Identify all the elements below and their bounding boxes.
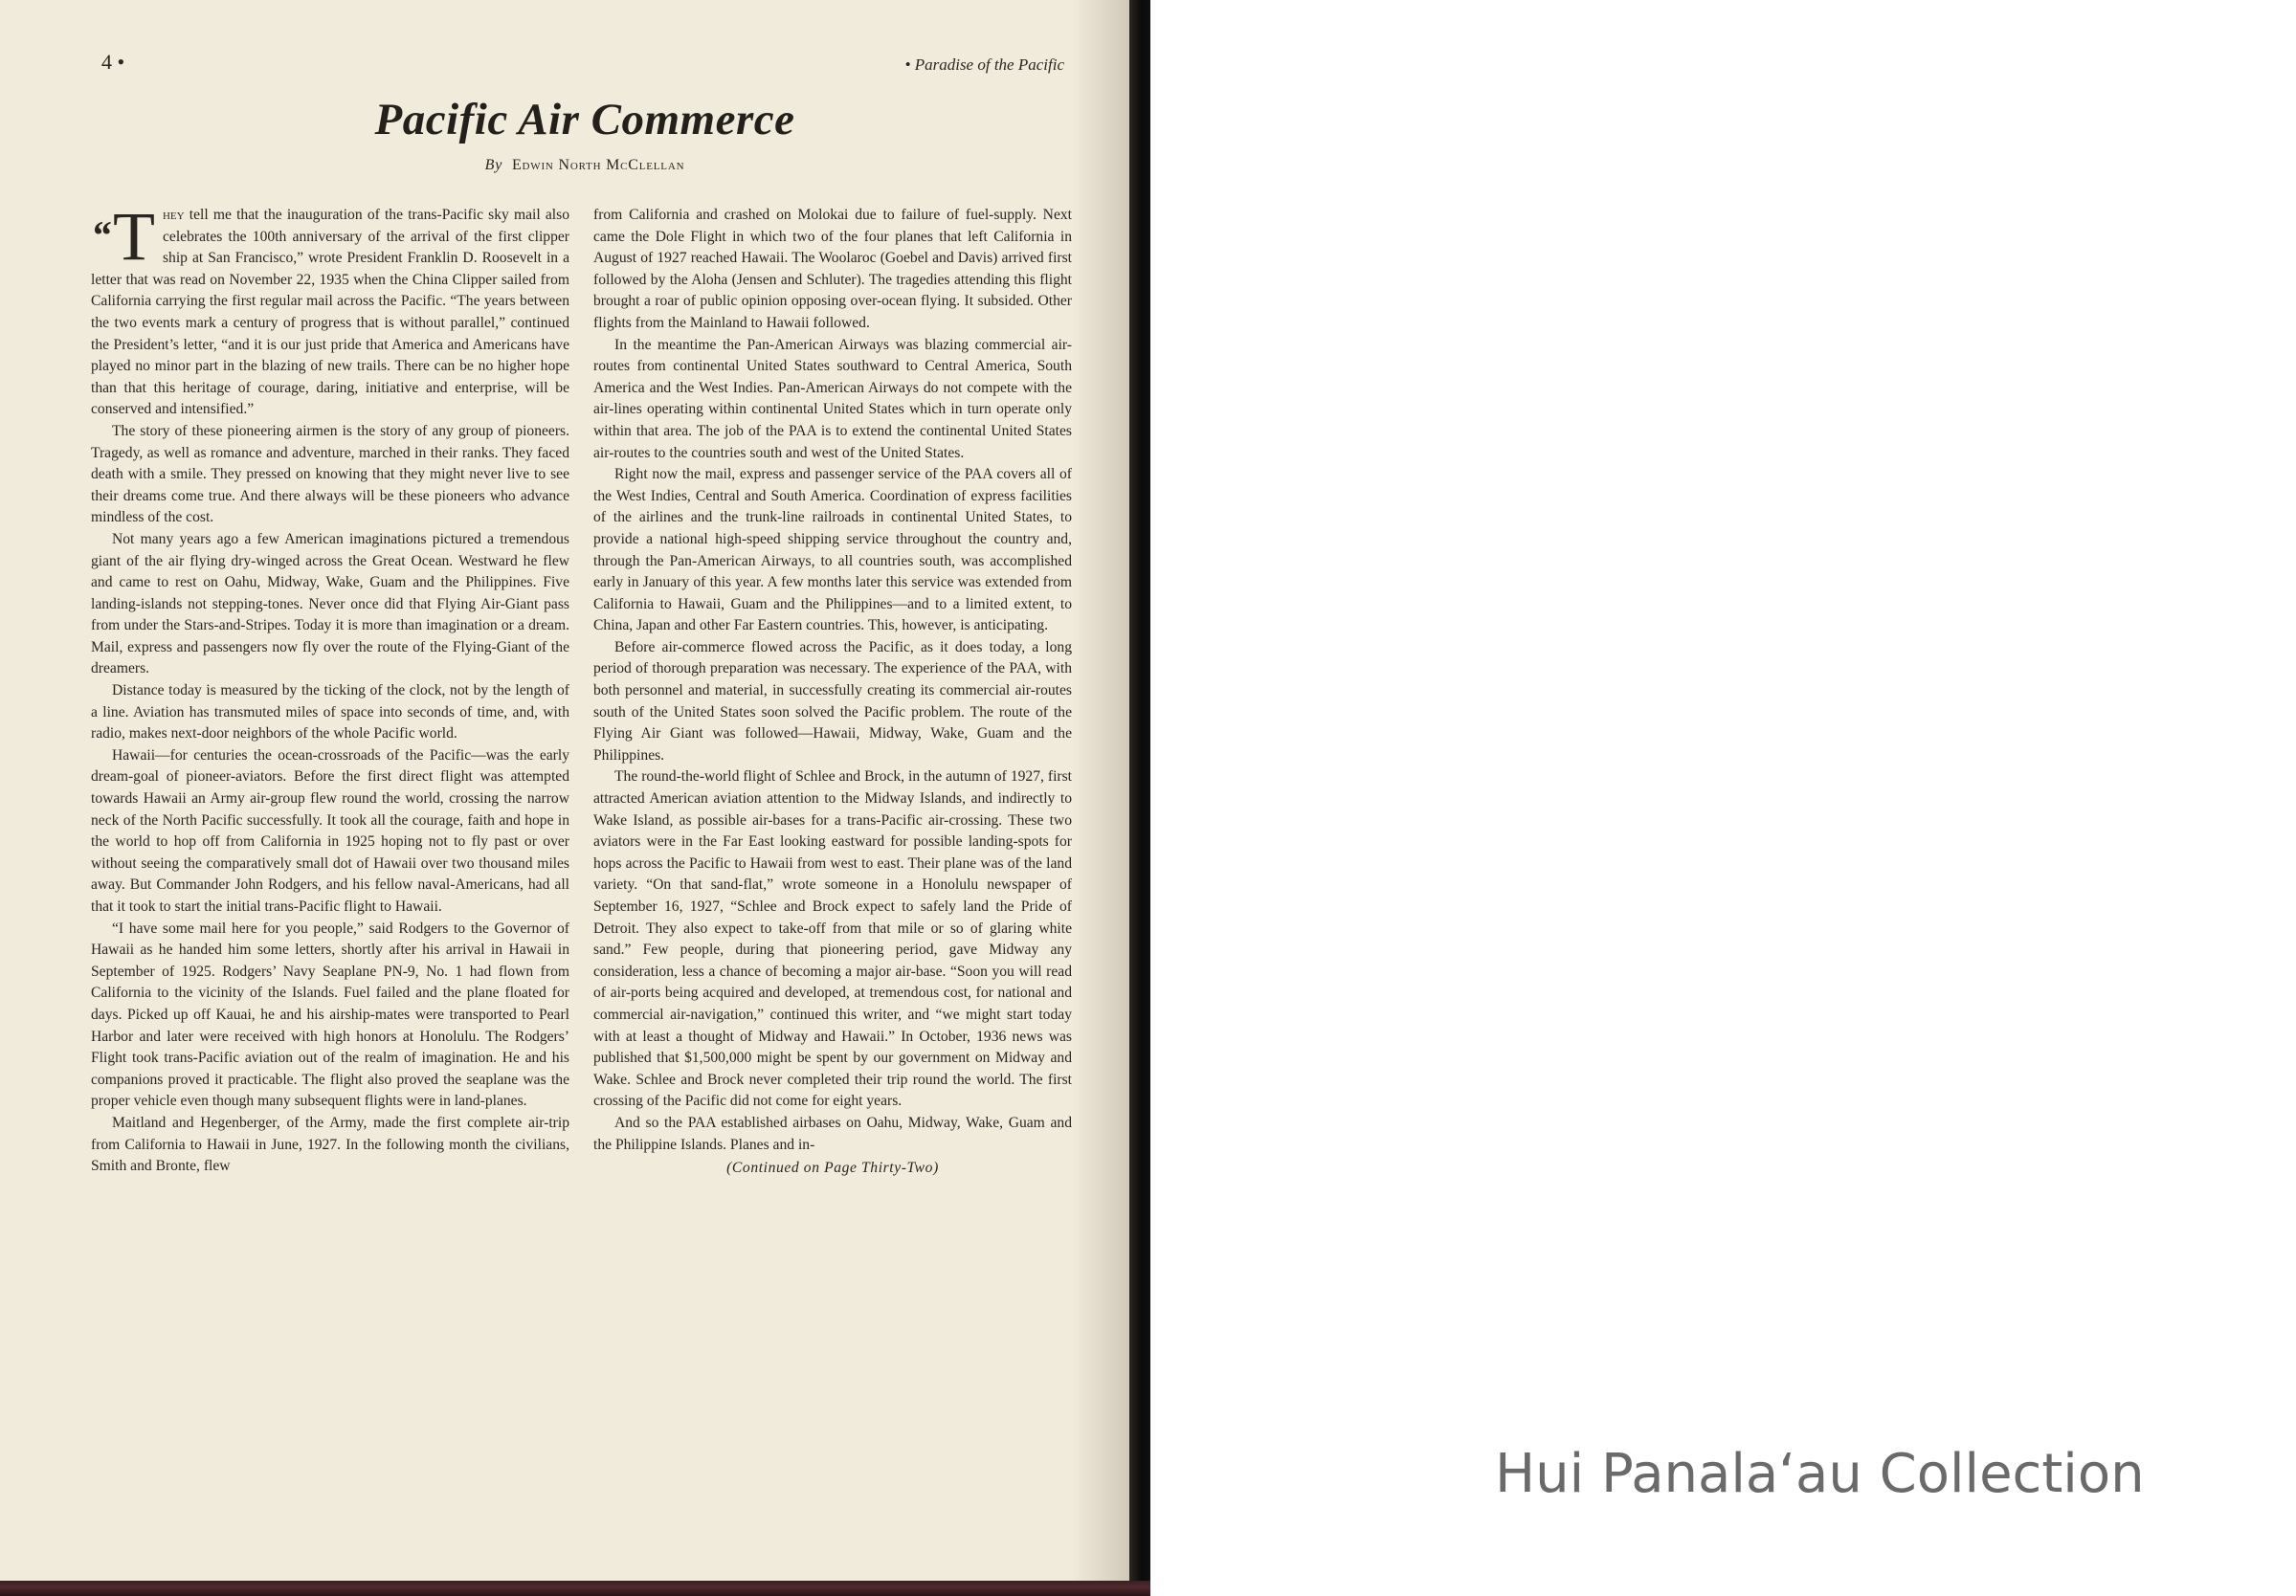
paragraph: Distance today is measured by the ticking of the clock, not by the length of a line. Aviation has transmuted miles of space into seconds of time, and, with radio, makes next-door neighbors of the whole Pacific world. xyxy=(91,682,569,743)
drop-cap-letter: T xyxy=(113,198,155,275)
collection-label: Hui Panala‘au Collection xyxy=(1495,1443,2145,1505)
magazine-page xyxy=(0,0,1129,1581)
continued-note: (Continued on Page Thirty-Two) xyxy=(726,1160,939,1177)
paragraph: The round-the-world flight of Schlee and Brock, in the autumn of 1927, first attracted American aviation attention to the Midway Islands, and indirectly to Wake Island, as possible air-bases for a trans-Pacific air-crossing. These two aviators were in the Far East looking eastward for possible landing-spots for hops across the Pacific to Hawaii from west to east. Their plane was of the land variety. “On that sand-flat,” wrote someone in a Honolulu newspaper of September 16, 1927, “Schlee and Brock expect to safely land the Pride of Detroit. They also expect to take-off from that mile or so of glaring white sand.” Few people, during that pioneering period, gave Midway any consideration, less a chance of becoming a major air-base. “Soon you will read of air-ports being acquired and developed, at tremendous cost, for national and commercial air-navigation,” continued this writer, and “we might start today with at least a thought of Midway and Hawaii.” In October, 1936 news was published that $1,500,000 might be spent by our government on Midway and Wake. Schlee and Brock never completed their trip round the world. The first crossing of the Pacific did not come for eight years. xyxy=(593,768,1072,1110)
article-title: Pacific Air Commerce xyxy=(374,95,795,144)
paragraph: In the meantime the Pan-American Airways was blazing commercial air-routes from continental United States southward to Central America, South America and the West Indies. Pan-American Airways do not compete with the air-lines operating within continental United States which in turn operate only within that area. The job of the PAA is to extend the continental United States air-routes to the countries south and west of the United States. xyxy=(593,336,1072,461)
left-column xyxy=(91,198,569,1178)
right-column xyxy=(593,205,1072,1180)
lead-word: hey xyxy=(162,207,185,223)
paragraph: from California and crashed on Molokai due to failure of fuel-supply. Next came the Dole Flight in which two of the four planes that left California in August of 1927 reached Hawaii. The Woolaroc (Goebel and Davis) arrived first followed by the Aloha (Jensen and Schluter). The tragedies attending this flight brought a roar of public opinion opposing over-ocean flying. It subsided. Other flights from the Mainland to Hawaii followed. xyxy=(593,207,1072,331)
cover-edge xyxy=(0,1581,1150,1596)
book-binding xyxy=(1129,0,1150,1596)
byline xyxy=(0,157,1129,174)
page-edge-shadow xyxy=(1072,0,1129,1581)
paragraph: Maitland and Hegenberger, of the Army, made the first complete air-trip from California to Hawaii in June, 1927. In the following month the civilians, Smith and Bronte, flew xyxy=(91,1114,569,1175)
paragraph: Not many years ago a few American imaginations pictured a tremendous giant of the air flying dry-winged across the Great Ocean. Westward he flew and came to rest on Oahu, Midway, Wake, Guam and the Philippines. Five landing-islands not stepping-tones. Never once did that Flying Air-Giant pass from under the Stars-and-Stripes. Today it is more than imagination or a dream. Mail, express and passengers now fly over the route of the Flying-Giant of the dreamers. xyxy=(91,530,569,677)
page-number: 4 • xyxy=(101,50,125,74)
drop-cap-quote: “ xyxy=(91,214,111,258)
paragraph: Before air-commerce flowed across the Pacific, as it does today, a long period of thorough preparation was necessary. The experience of the PAA, with both personnel and material, in successfully creating its commercial air-routes south of the United States soon solved the Pacific problem. The route of the Flying Air Giant was followed—Hawaii, Midway, Wake, Guam and the Philippines. xyxy=(593,638,1072,764)
paragraph: And so the PAA established airbases on Oahu, Midway, Wake, Guam and the Philippine Islands. Planes and in- xyxy=(593,1114,1072,1153)
byline-prefix: By xyxy=(484,157,503,173)
running-head: • Paradise of the Pacific xyxy=(904,55,1064,74)
paragraph xyxy=(91,198,569,421)
paragraph: The story of these pioneering airmen is the story of any group of pioneers. Tragedy, as well as romance and adventure, marched in their ranks. They faced death with a smile. They pressed on knowing that they might never live to see their dreams come true. And there always will be these pioneers who advance mindless of the cost. xyxy=(91,422,569,526)
paragraph: Right now the mail, express and passenger service of the PAA covers all of the West Indies, Central and South America. Coordination of express facilities of the airlines and the trunk-line railroads in continental United States, to provide a national high-speed shipping service throughout the country and, through the Pan-American Airways, to all countries south, was accomplished early in January of this year. A few months later this service was extended from California to Hawaii, Guam and the Philippines—and to a limited extent, to China, Japan and other Far Eastern countries. This, however, is anticipating. xyxy=(593,466,1072,634)
drop-cap xyxy=(91,198,155,275)
paragraph: Hawaii—for centuries the ocean-crossroads of the Pacific—was the early dream-goal of pioneer-aviators. Before the first direct flight was attempted towards Hawaii an Army air-group flew round the world, crossing the narrow neck of the North Pacific successfully. It took all the courage, faith and hope in the world to hop off from California in 1925 hoping not to fly past or over without seeing the comparatively small dot of Hawaii over two thousand miles away. But Commander John Rodgers, and his fellow naval-Americans, had all that it took to start the initial trans-Pacific flight to Hawaii. xyxy=(91,746,569,915)
paragraph-text: tell me that the inauguration of the trans-Pacific sky mail also celebrates the 100th anniversary of the arrival of the first clipper ship at San Francisco,” wrote President Franklin D. Roosevelt in a letter that was read on November 22, 1935 when the China Clipper sailed from California carrying the first regular mail across the Pacific. “The years between the two events mark a century of progress that is without parallel,” continued the President’s letter, “and it is our just pride that America and Americans have played no minor part in the blazing of new trails. There can be no higher hope than that this heritage of courage, daring, initiative and enterprise, will be conserved and intensified.” xyxy=(91,207,569,418)
author-name: Edwin North McClellan xyxy=(511,157,685,173)
paragraph: “I have some mail here for you people,” said Rodgers to the Governor of Hawaii as he handed him some letters, shortly after his arrival in Hawaii in September of 1925. Rodgers’ Navy Seaplane PN-9, No. 1 had flown from California to the vicinity of the Islands. Fuel failed and the plane floated for days. Picked up off Kauai, he and his airship-mates were transported to Pearl Harbor and later were received with high honors at Honolulu. The Rodgers’ Flight took trans-Pacific aviation out of the realm of imagination. He and his companions proved it practicable. The flight also proved the seaplane was the proper vehicle even though many subsequent flights were in land-planes. xyxy=(91,920,569,1110)
